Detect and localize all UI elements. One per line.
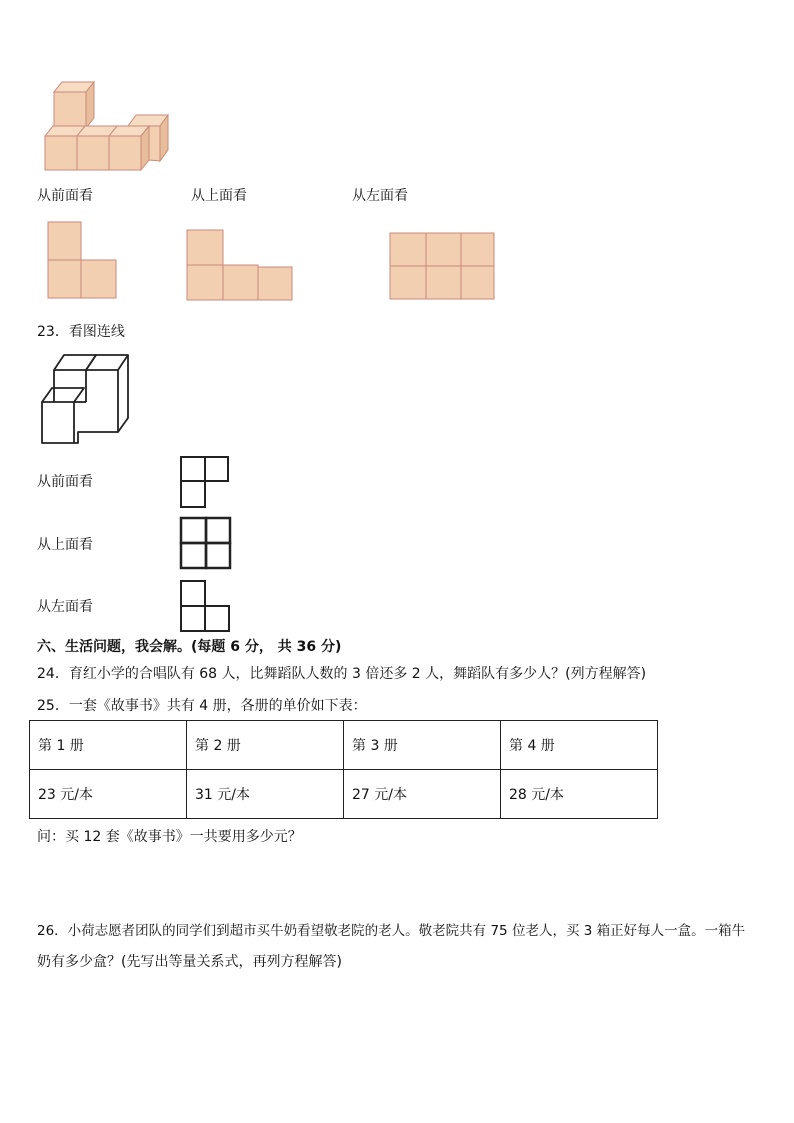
sketch-cube-figure [38, 350, 130, 446]
q25-question: 问：买 12 套《故事书》一共要用多少元？ [37, 829, 302, 845]
top-view-figure [186, 228, 296, 302]
view-label-left: 从左面看 [352, 188, 408, 204]
outline-view-a[interactable] [178, 454, 232, 510]
left-view-figure [389, 231, 497, 303]
table-header-cell: 第 1 册 [30, 721, 187, 770]
q25-text: 25．一套《故事书》共有 4 册，各册的单价如下表： [37, 698, 367, 714]
table-row [30, 770, 658, 819]
cube-figure-3d [40, 78, 175, 176]
q23-label-top: 从上面看 [37, 537, 93, 553]
q24-text: 24．育红小学的合唱队有 68 人，比舞蹈队人数的 3 倍还多 2 人，舞蹈队有多少人？(列方程解答) [37, 666, 647, 682]
table-header-cell: 第 3 册 [344, 721, 501, 770]
outline-view-c[interactable] [178, 578, 234, 634]
table-cell: 27 元/本 [344, 770, 501, 819]
front-view-figure [46, 220, 120, 300]
section6-title: 六、生活问题，我会解。(每题 6 分， 共 36 分) [37, 639, 342, 655]
q26-line1: 26．小荷志愿者团队的同学们到超市买牛奶看望敬老院的老人。敬老院共有 75 位老人，买 3 箱正好每人一盒。一箱牛 [37, 923, 746, 939]
q23-title: 23．看图连线 [37, 324, 125, 340]
table-cell: 31 元/本 [187, 770, 344, 819]
table-cell: 23 元/本 [30, 770, 187, 819]
outline-view-b[interactable] [178, 515, 234, 571]
table-header-cell: 第 2 册 [187, 721, 344, 770]
price-table [29, 720, 658, 819]
q23-label-front: 从前面看 [37, 474, 93, 490]
view-label-front: 从前面看 [37, 188, 93, 204]
q26-line2: 奶有多少盒？(先写出等量关系式，再列方程解答) [37, 954, 342, 970]
table-cell: 28 元/本 [501, 770, 658, 819]
table-header-cell: 第 4 册 [501, 721, 658, 770]
q23-label-left: 从左面看 [37, 599, 93, 615]
table-row [30, 721, 658, 770]
view-label-top: 从上面看 [191, 188, 247, 204]
